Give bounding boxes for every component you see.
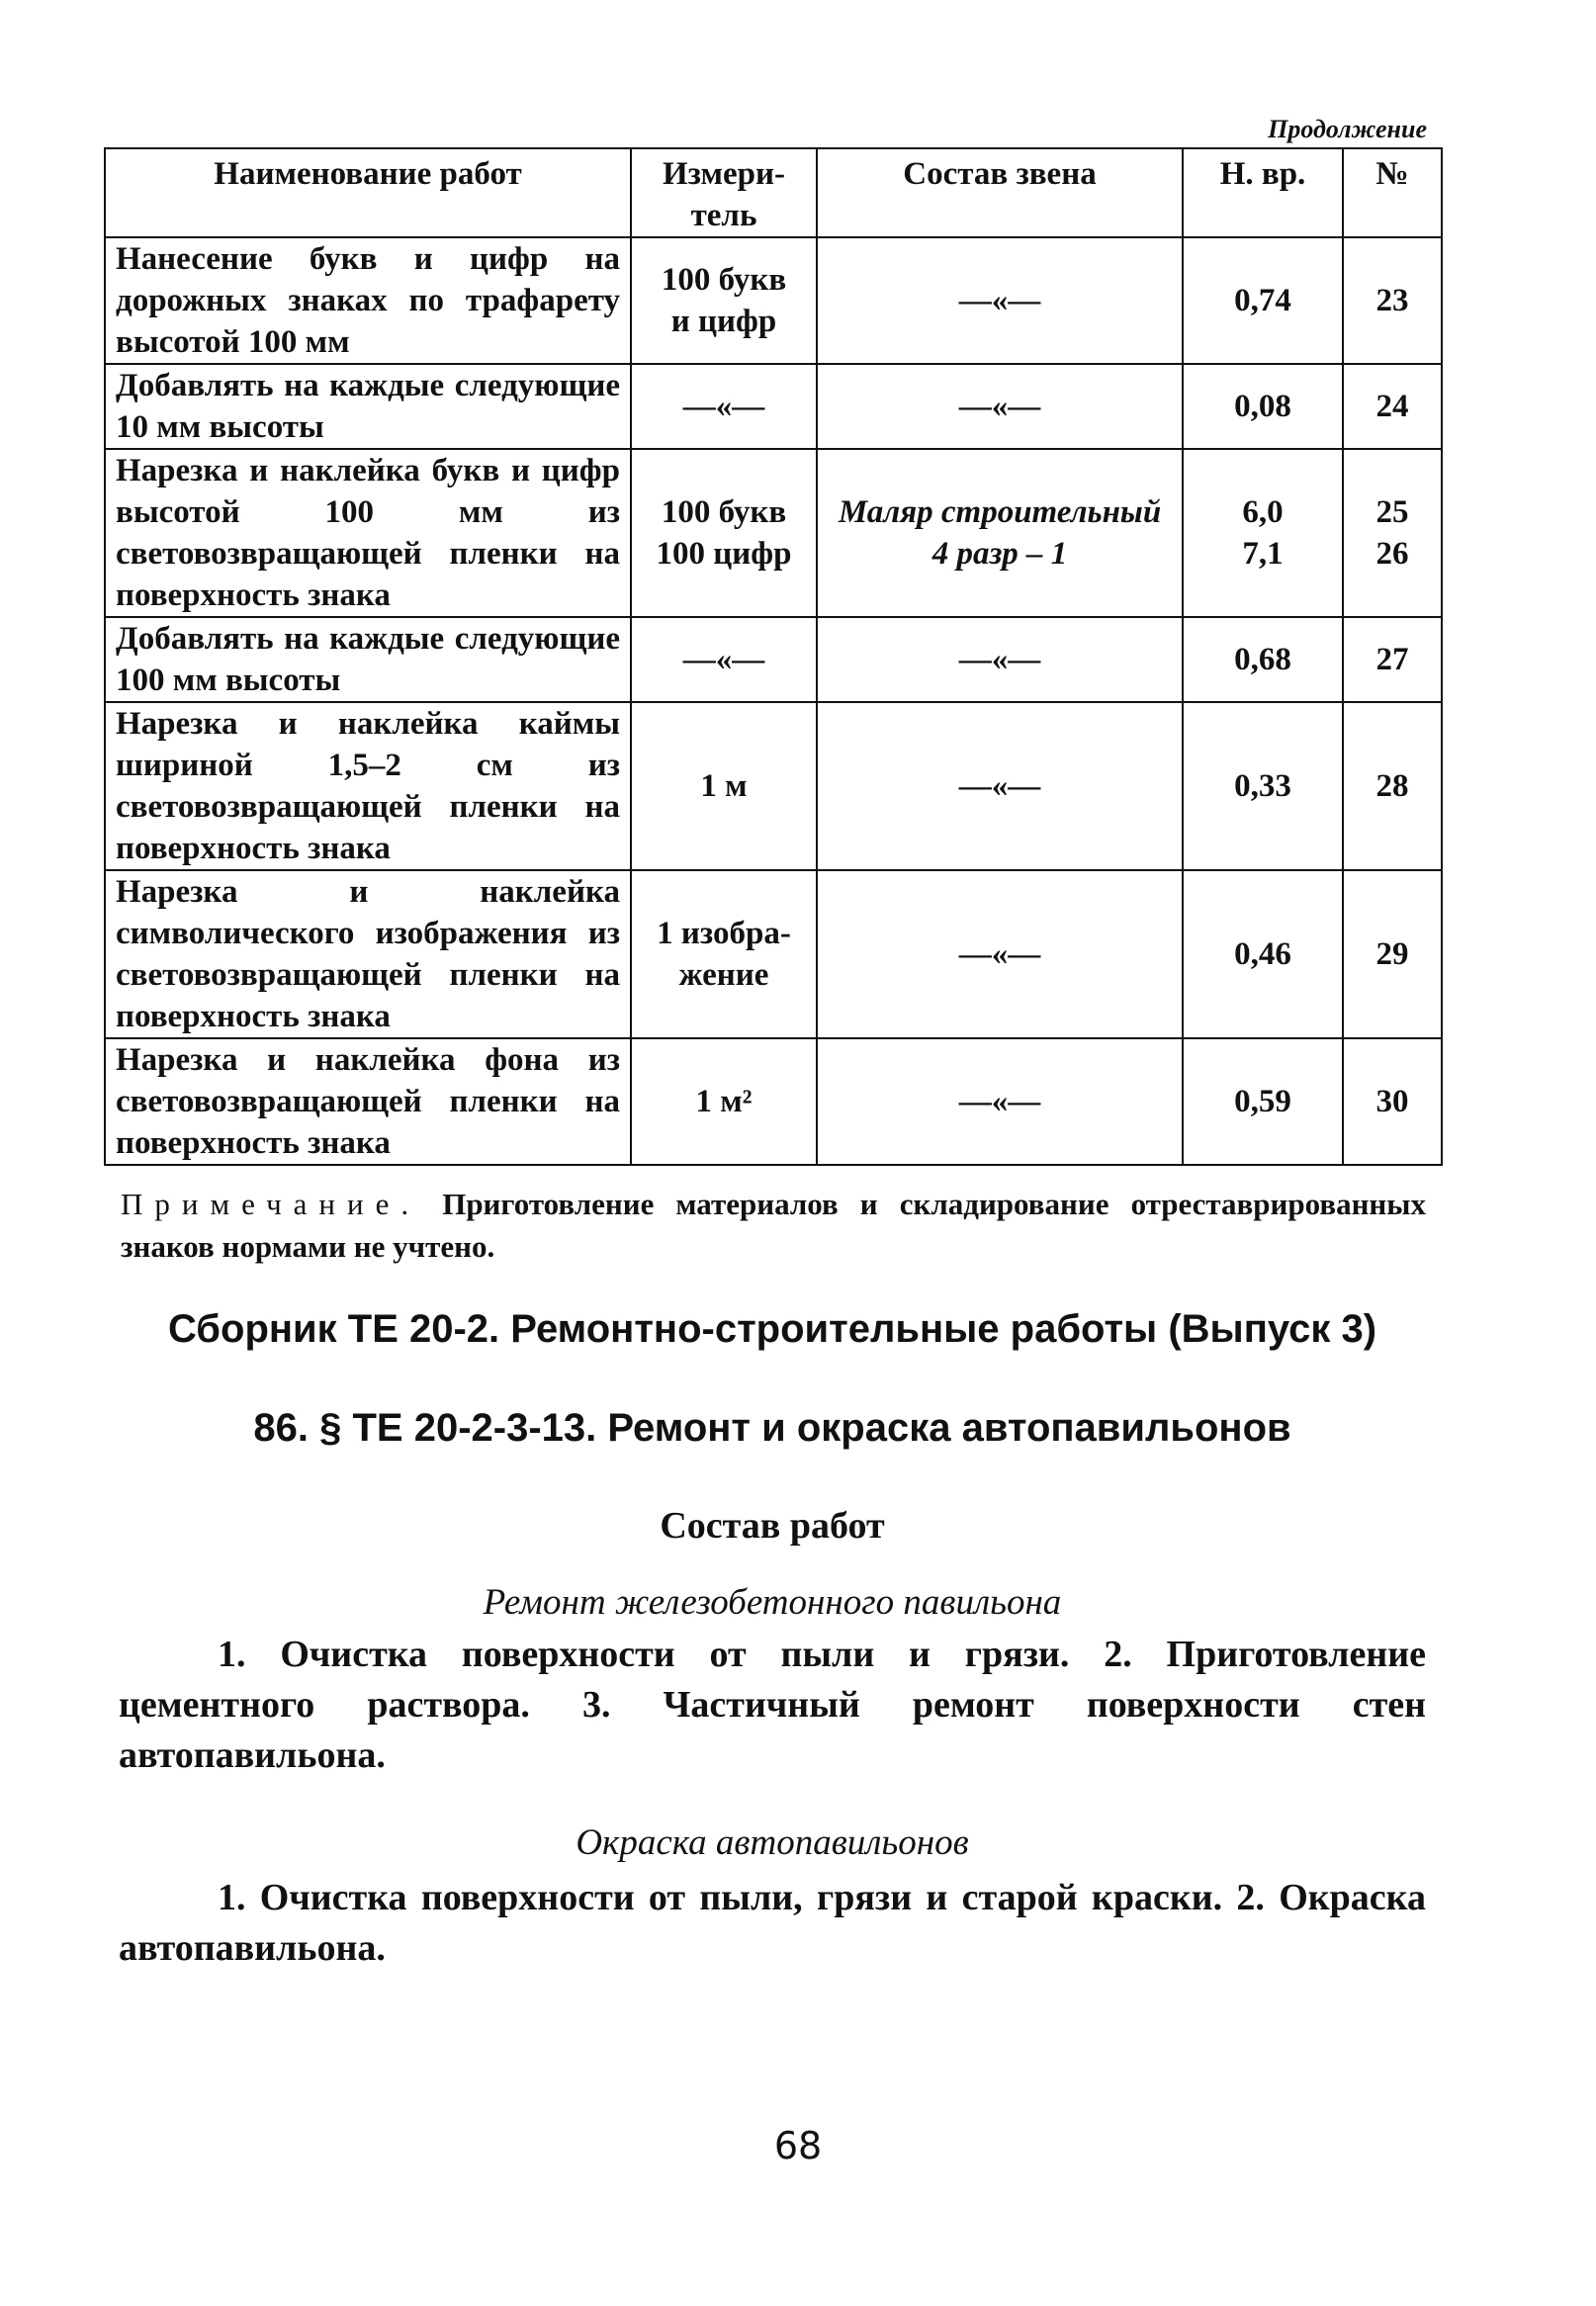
unit-cell: 1 м² xyxy=(631,1038,817,1165)
number-cell: 25 26 xyxy=(1343,449,1442,617)
time-norm-cell: 0,68 xyxy=(1183,617,1343,702)
crew-cell: —«— xyxy=(817,870,1183,1038)
table-row xyxy=(105,617,1442,702)
collection-title: Сборник ТЕ 20-2. Ремонтно-строительные работы (Выпуск 3) xyxy=(167,1307,1377,1351)
work-name-cell: Нарезка и наклейка каймы шириной 1,5–2 см из световозвращающей пленки на поверхность знака xyxy=(105,702,631,870)
time-norm-cell: 0,33 xyxy=(1183,702,1343,870)
header-number: № xyxy=(1343,148,1442,237)
page-number: 68 xyxy=(773,2124,823,2168)
subsection-title-painting: Окраска автопавильонов xyxy=(576,1822,969,1863)
work-name-cell: Добавлять на каждые следующие 10 мм высоты xyxy=(105,364,631,449)
number-cell: 28 xyxy=(1343,702,1442,870)
crew-cell: —«— xyxy=(817,617,1183,702)
table-note xyxy=(121,1183,1426,1268)
crew-cell: —«— xyxy=(817,364,1183,449)
table-row xyxy=(105,364,1442,449)
table-header-row xyxy=(105,148,1442,237)
work-name-cell: Нанесение букв и цифр на дорожных знаках по трафарету высотой 100 мм xyxy=(105,237,631,364)
subsection-text-repair: 1. Очистка поверхности от пыли и грязи. 2. Приготовление цементного раствора. 3. Частичный ремонт поверхности стен автопавильона. xyxy=(119,1634,1426,1776)
table-row xyxy=(105,449,1442,617)
crew-cell: —«— xyxy=(817,237,1183,364)
composition-title: Состав работ xyxy=(660,1505,885,1547)
continuation-label: Продолжение xyxy=(1268,115,1427,143)
work-name-cell: Нарезка и наклейка символического изображения из световозвращающей пленки на поверхность знака xyxy=(105,870,631,1038)
crew-cell: —«— xyxy=(817,702,1183,870)
crew-cell: Маляр строительный 4 разр – 1 xyxy=(817,449,1183,617)
time-norm-cell: 0,08 xyxy=(1183,364,1343,449)
number-cell: 23 xyxy=(1343,237,1442,364)
table-row xyxy=(105,702,1442,870)
norms-table xyxy=(104,147,1443,1166)
table-row xyxy=(105,237,1442,364)
crew-cell: —«— xyxy=(817,1038,1183,1165)
unit-cell: 1 м xyxy=(631,702,817,870)
time-norm-cell: 0,59 xyxy=(1183,1038,1343,1165)
unit-cell: —«— xyxy=(631,364,817,449)
header-unit: Измери- тель xyxy=(631,148,817,237)
note-text: Приготовление материалов и складирование отреставрированных знаков нормами не учтено. xyxy=(121,1187,1426,1264)
number-cell: 29 xyxy=(1343,870,1442,1038)
unit-cell: 100 букв и цифр xyxy=(631,237,817,364)
table-row xyxy=(105,1038,1442,1165)
header-work-name: Наименование работ xyxy=(105,148,631,237)
unit-cell: 100 букв 100 цифр xyxy=(631,449,817,617)
time-norm-cell: 6,0 7,1 xyxy=(1183,449,1343,617)
header-crew: Состав звена xyxy=(817,148,1183,237)
table-row xyxy=(105,870,1442,1038)
note-label: Примечание. xyxy=(121,1187,421,1221)
unit-cell: 1 изобра- жение xyxy=(631,870,817,1038)
subsection-title-repair: Ремонт железобетонного павильона xyxy=(483,1582,1062,1623)
work-name-cell: Добавлять на каждые следующие 100 мм высоты xyxy=(105,617,631,702)
work-name-cell: Нарезка и наклейка букв и цифр высотой 100 мм из световозвращающей пленки на поверхность знака xyxy=(105,449,631,617)
number-cell: 24 xyxy=(1343,364,1442,449)
time-norm-cell: 0,74 xyxy=(1183,237,1343,364)
unit-cell: —«— xyxy=(631,617,817,702)
time-norm-cell: 0,46 xyxy=(1183,870,1343,1038)
subsection-text-painting: 1. Очистка поверхности от пыли, грязи и старой краски. 2. Окраска автопавильона. xyxy=(119,1877,1426,1969)
number-cell: 27 xyxy=(1343,617,1442,702)
number-cell: 30 xyxy=(1343,1038,1442,1165)
header-time-norm: Н. вр. xyxy=(1183,148,1343,237)
section-title: 86. § ТЕ 20-2-3-13. Ремонт и окраска автопавильонов xyxy=(253,1406,1291,1450)
work-name-cell: Нарезка и наклейка фона из световозвращающей пленки на поверхность знака xyxy=(105,1038,631,1165)
